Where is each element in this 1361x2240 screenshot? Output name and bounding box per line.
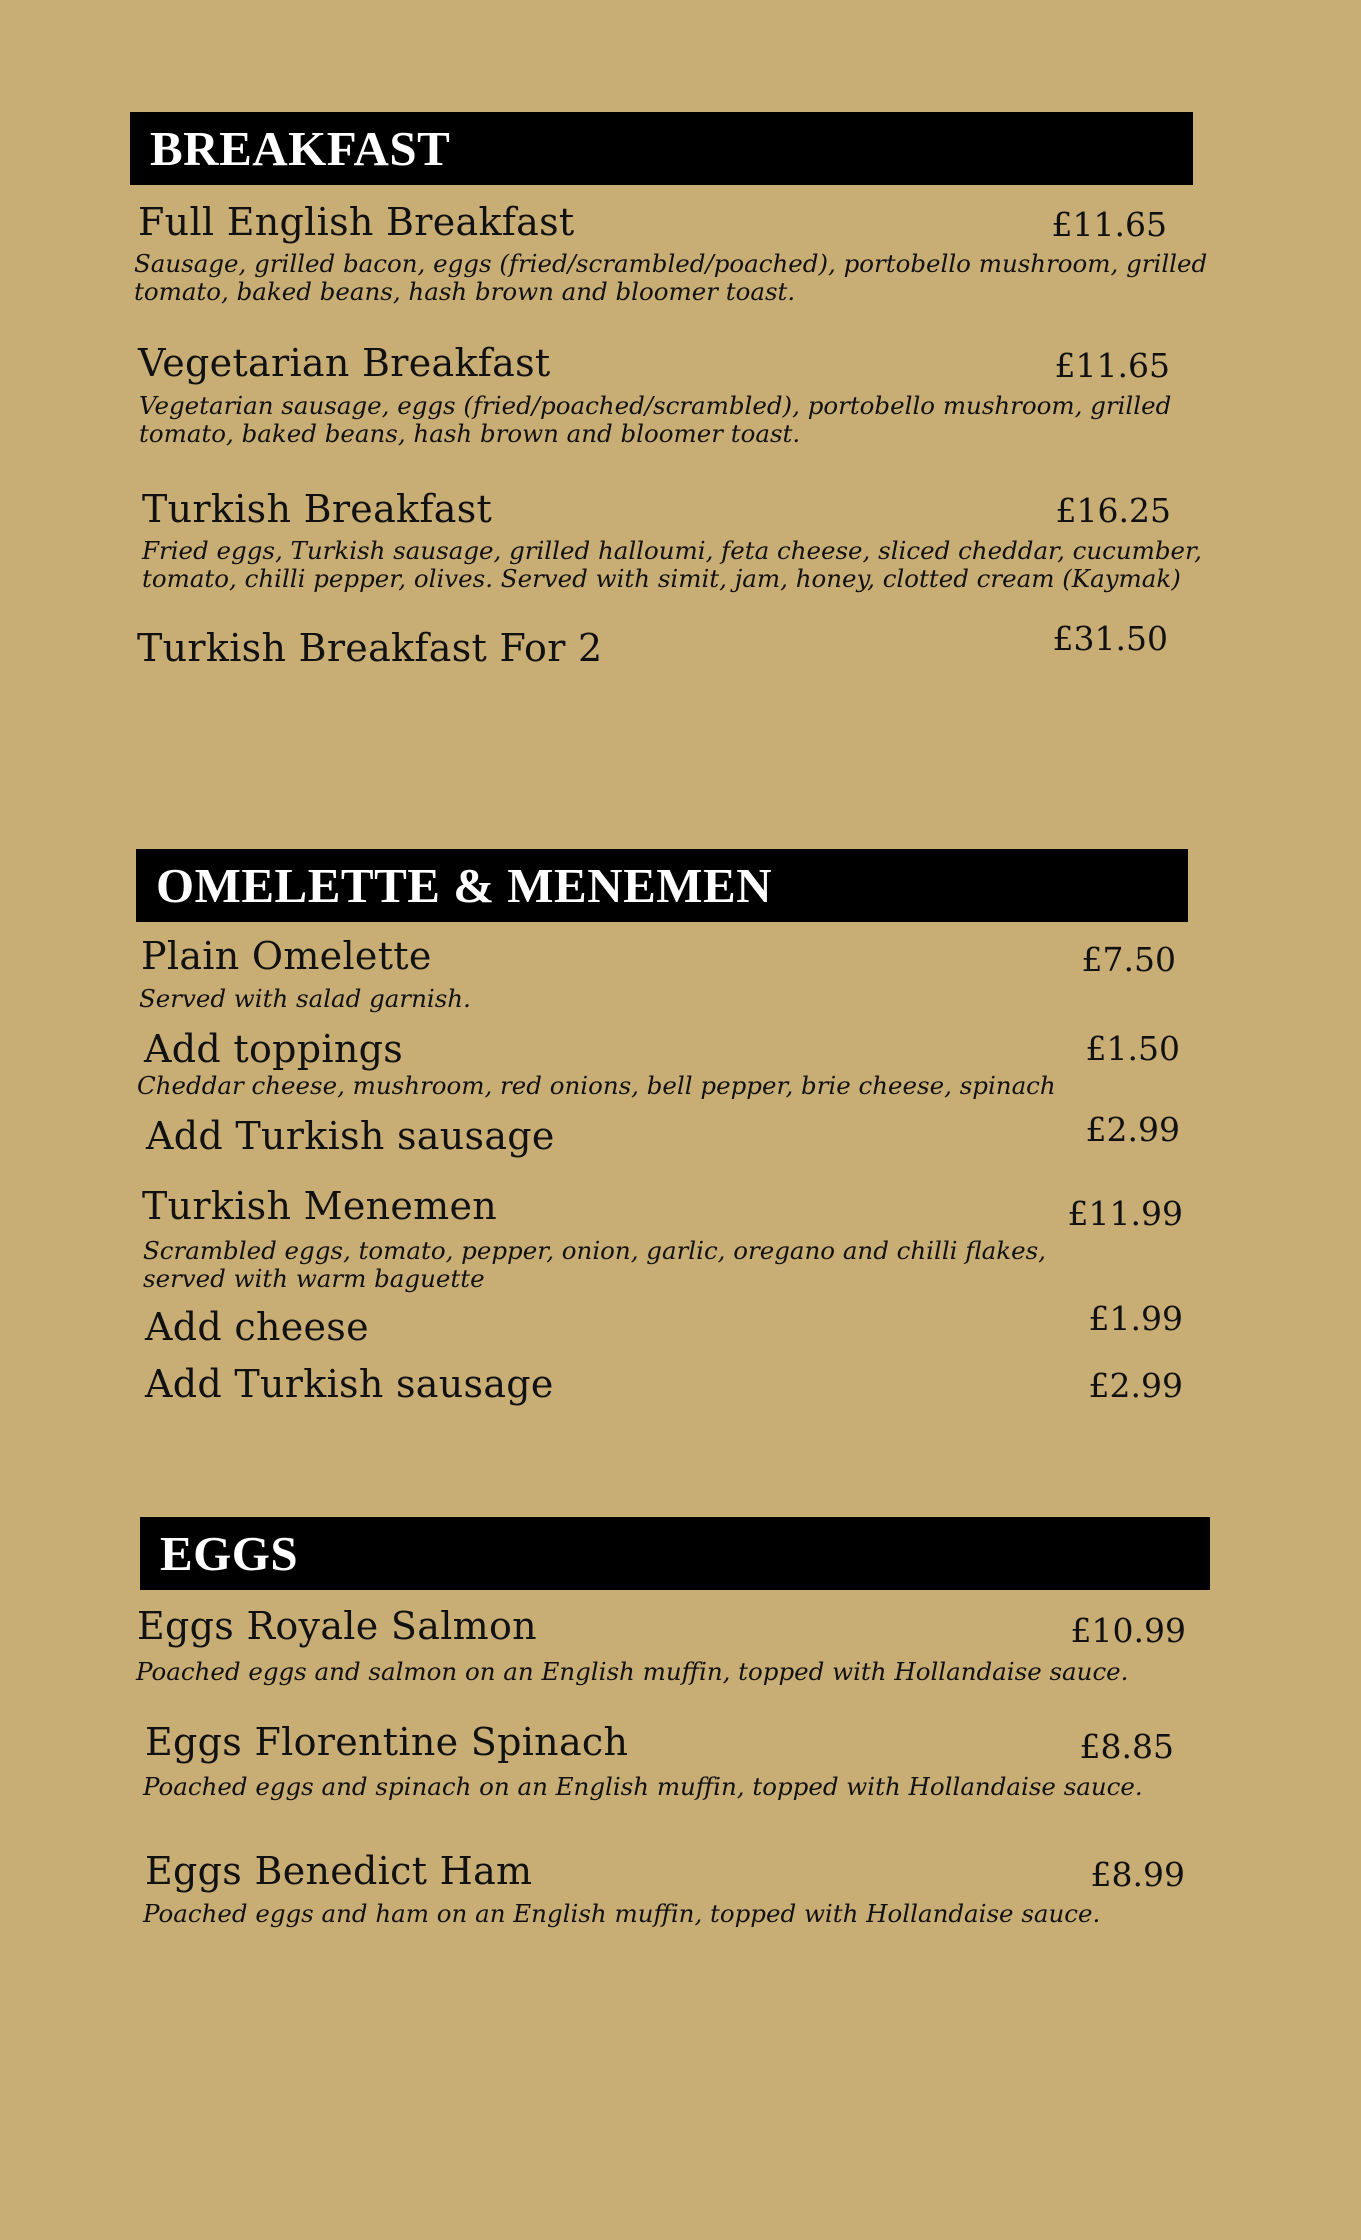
menu-item-name: Turkish Menemen: [142, 1184, 498, 1228]
menu-item-name: Eggs Florentine Spinach: [145, 1720, 629, 1764]
menu-item-name: Add cheese: [145, 1305, 369, 1349]
section-title: BREAKFAST: [150, 121, 451, 176]
menu-item-description: Scrambled eggs, tomato, pepper, onion, garlic, oregano and chilli flakes,: [143, 1236, 1046, 1265]
menu-item-description: tomato, baked beans, hash brown and bloomer toast.: [139, 419, 801, 448]
menu-item-price: £11.65: [1051, 205, 1167, 244]
menu-item-price: £10.99: [1070, 1611, 1186, 1650]
menu-item-description: Poached eggs and ham on an English muffin, topped with Hollandaise sauce.: [143, 1899, 1101, 1928]
menu-item-description: Sausage, grilled bacon, eggs (fried/scrambled/poached), portobello mushroom, grilled: [134, 249, 1208, 278]
menu-item-name: Vegetarian Breakfast: [138, 341, 551, 385]
menu-item-description: Cheddar cheese, mushroom, red onions, bell pepper, brie cheese, spinach: [137, 1071, 1056, 1100]
menu-item-price: £1.50: [1085, 1029, 1180, 1068]
menu-item-price: £7.50: [1081, 940, 1176, 979]
section-title: OMELETTE & MENEMEN: [156, 858, 773, 913]
menu-item-name: Eggs Benedict Ham: [145, 1849, 533, 1893]
menu-item-price: £2.99: [1085, 1110, 1180, 1149]
menu-item-price: £8.99: [1090, 1855, 1185, 1894]
menu-item-price: £8.85: [1079, 1727, 1174, 1766]
menu-item-name: Add Turkish sausage: [146, 1114, 555, 1158]
menu-item-name: Add Turkish sausage: [145, 1362, 554, 1406]
menu-item-description: Served with salad garnish.: [139, 984, 471, 1013]
menu-item-name: Add toppings: [144, 1027, 404, 1071]
menu-item-price: £1.99: [1088, 1299, 1183, 1338]
menu-item-description: Vegetarian sausage, eggs (fried/poached/scrambled), portobello mushroom, grilled: [139, 391, 1172, 420]
menu-item-name: Turkish Breakfast For 2: [137, 626, 603, 670]
menu-item-description: served with warm baguette: [143, 1264, 485, 1293]
section-header-eggs: [140, 1517, 1210, 1590]
section-title: EGGS: [160, 1526, 299, 1581]
menu-item-description: Poached eggs and salmon on an English muffin, topped with Hollandaise sauce.: [136, 1657, 1129, 1686]
section-header-breakfast: [130, 112, 1193, 185]
menu-item-price: £2.99: [1088, 1366, 1183, 1405]
menu-item-name: Plain Omelette: [141, 934, 432, 978]
menu-item-name: Turkish Breakfast: [142, 487, 493, 531]
section-header-omelette: [136, 849, 1188, 922]
menu-item-description: Poached eggs and spinach on an English muffin, topped with Hollandaise sauce.: [143, 1772, 1143, 1801]
menu-item-price: £11.99: [1067, 1194, 1183, 1233]
menu-item-price: £31.50: [1052, 619, 1168, 658]
menu-item-name: Eggs Royale Salmon: [137, 1604, 537, 1648]
menu-item-price: £16.25: [1055, 491, 1171, 530]
menu-item-description: tomato, chilli pepper, olives. Served with simit, jam, honey, clotted cream (Kaymak): [142, 564, 1181, 593]
menu-item-price: £11.65: [1054, 346, 1170, 385]
menu-item-description: tomato, baked beans, hash brown and bloomer toast.: [134, 277, 796, 306]
menu-item-name: Full English Breakfast: [138, 200, 575, 244]
menu-item-description: Fried eggs, Turkish sausage, grilled halloumi, feta cheese, sliced cheddar, cucumber,: [142, 536, 1202, 565]
